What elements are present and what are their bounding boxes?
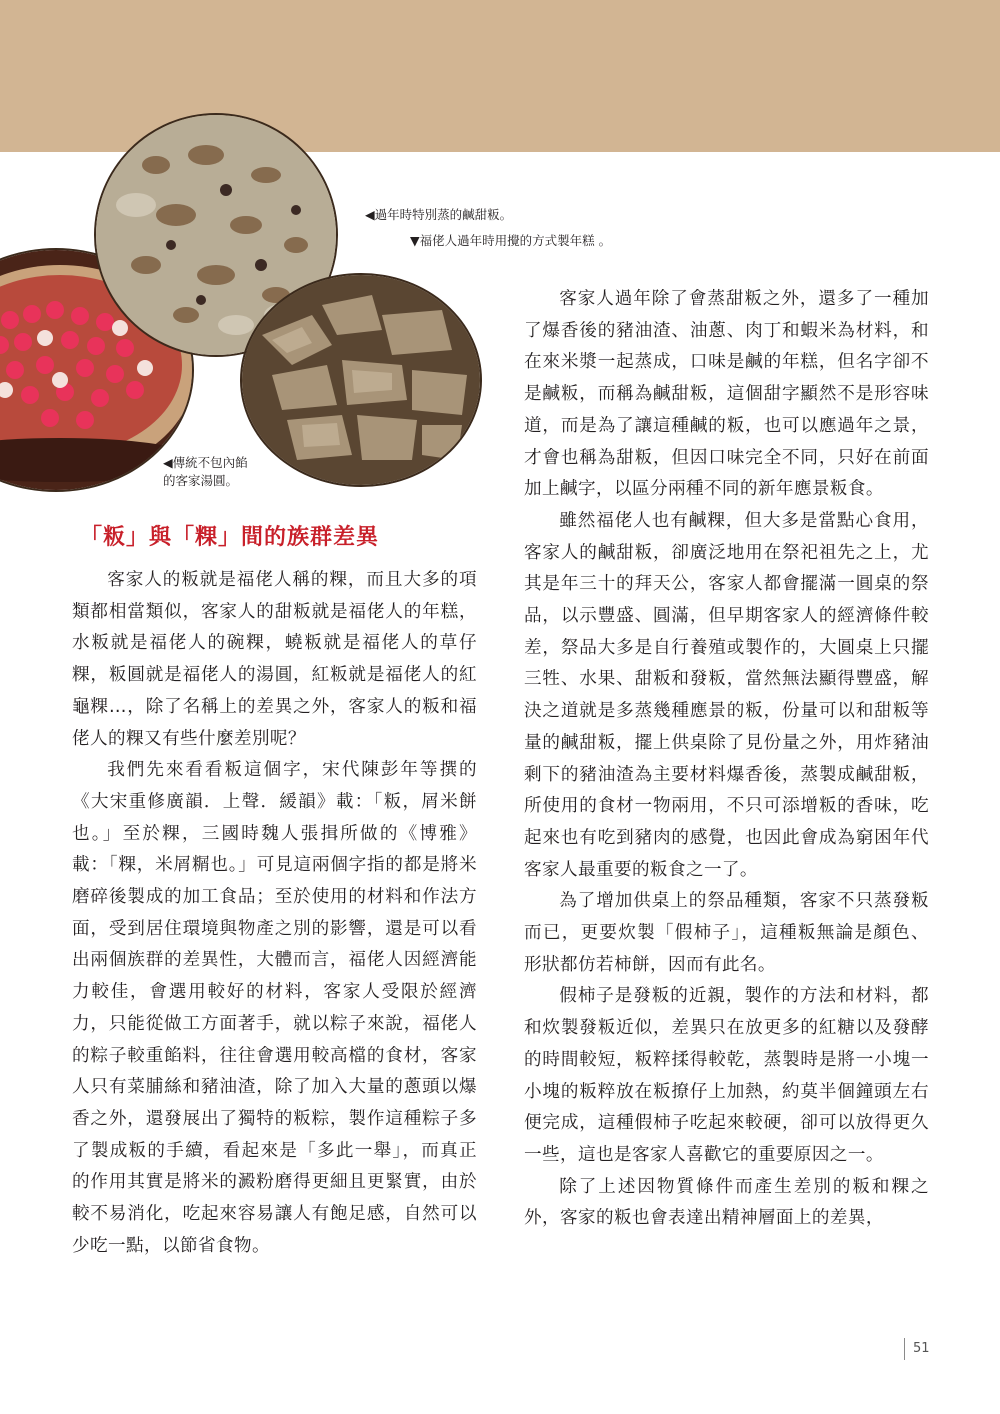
paragraph: 假柿子是發粄的近親，製作的方法和材料，都和炊製發粄近似，差異只在放更多的紅糖以及發酵的時間較短，粄粹揉得較乾，蒸製時是將一小塊一小塊的粄粹放在粄撩仔上加熱，約莫半個鐘頭左右便完成，這種假柿子吃起來較硬，卻可以放得更久一些，這也是客家人喜歡它的重要原因之一。	[524, 986, 929, 1165]
caption-tangyuan-line2: 的客家湯圓。	[163, 473, 239, 488]
paragraph: 客家人過年除了會蒸甜粄之外，還多了一種加了爆香後的豬油渣、油蔥、肉丁和蝦米為材料，和在來米漿一起蒸成，口味是鹹的年糕，但名字卻不是鹹粄，而稱為鹹甜粄，這個甜字顯然不是形容味道，而是為了讓這種鹹的粄，也可以應過年之景，才會也稱為甜粄，但因口味完全不同，只好在前面加上鹹字，以區分兩種不同的新年應景粄食。	[524, 289, 929, 500]
section-title: 「粄」與「粿」間的族群差異	[80, 525, 380, 550]
header-band	[0, 0, 1000, 152]
caption-tangyuan	[163, 454, 248, 490]
paragraph: 雖然福佬人也有鹹粿，但大多是當點心食用，客家人的鹹甜粄，卻廣泛地用在祭祀祖先之上，尤其是年三十的拜天公，客家人都會擺滿一圓桌的祭品，以示豐盛、圓滿，但早期客家人的經濟條件較差，祭品大多是自行養殖或製作的，大圓桌上只擺三牲、水果、甜粄和發粄，當然無法顯得豐盛，解決之道就是多蒸幾種應景的粄，份量可以和甜粄等量的鹹甜粄，擺上供桌除了見份量之外，用炸豬油剩下的豬油渣為主要材料爆香後，蒸製成鹹甜粄，所使用的食材一物兩用，不只可添增粄的香味，吃起來也有吃到豬肉的感覺，也因此會成為窮困年代客家人最重要的粄食之一了。	[524, 510, 929, 880]
paragraph: 為了增加供桌上的祭品種類，客家不只蒸發粄而已，更要炊製「假柿子」，這種粄無論是顏色、形狀都仿若柿餅，因而有此名。	[524, 891, 929, 975]
paragraph: 我們先來看看粄這個字，宋代陳彭年等撰的《大宋重修廣韻．上聲．緩韻》載：「粄，屑米餅也。」至於粿，三國時魏人張揖所做的《博雅》載：「粿，米屑糏也。」可見這兩個字指的都是將米磨碎後製成的加工食品；至於使用的材料和作法方面，受到居住環境與物產之別的影響，還是可以看出兩個族群的差異性，大體而言，福佬人因經濟能力較佳，會選用較好的材料，客家人受限於經濟力，只能從做工方面著手，就以粽子來說，福佬人的粽子較重餡料，往往會選用較高檔的食材，客家人只有菜脯絲和豬油渣，除了加入大量的蔥頭以爆香之外，還發展出了獨特的粄粽，製作這種粽子多了製成粄的手續，看起來是「多此一舉」，而真正的作用其實是將米的澱粉磨得更細且更緊實，由於較不易消化，吃起來容易讓人有飽足感，自然可以少吃一點，以節省食物。	[72, 760, 477, 1256]
right-column	[524, 284, 929, 1235]
hoklo-niangao-photo	[242, 275, 480, 485]
caption-salty-sweet-ban: ◀過年時特別蒸的鹹甜粄。	[365, 207, 513, 222]
paragraph: 客家人的粄就是福佬人稱的粿，而且大多的項類都相當類似，客家人的甜粄就是福佬人的年糕，水粄就是福佬人的碗粿，蟯粄就是福佬人的草仔粿，粄圓就是福佬人的湯圓，紅粄就是福佬人的紅龜粿…，除了名稱上的差異之外，客家人的粄和福佬人的粿又有些什麼差別呢？	[72, 570, 477, 749]
caption-tangyuan-line1: ◀傳統不包內餡	[163, 455, 248, 470]
caption-niangao: ▼福佬人過年時用攪的方式製年糕 。	[410, 233, 612, 248]
left-column	[72, 565, 477, 1262]
paragraph: 除了上述因物質條件而產生差別的粄和粿之外，客家的粄也會表達出精神層面上的差異，	[524, 1176, 929, 1229]
page-number: 51	[904, 1338, 930, 1360]
